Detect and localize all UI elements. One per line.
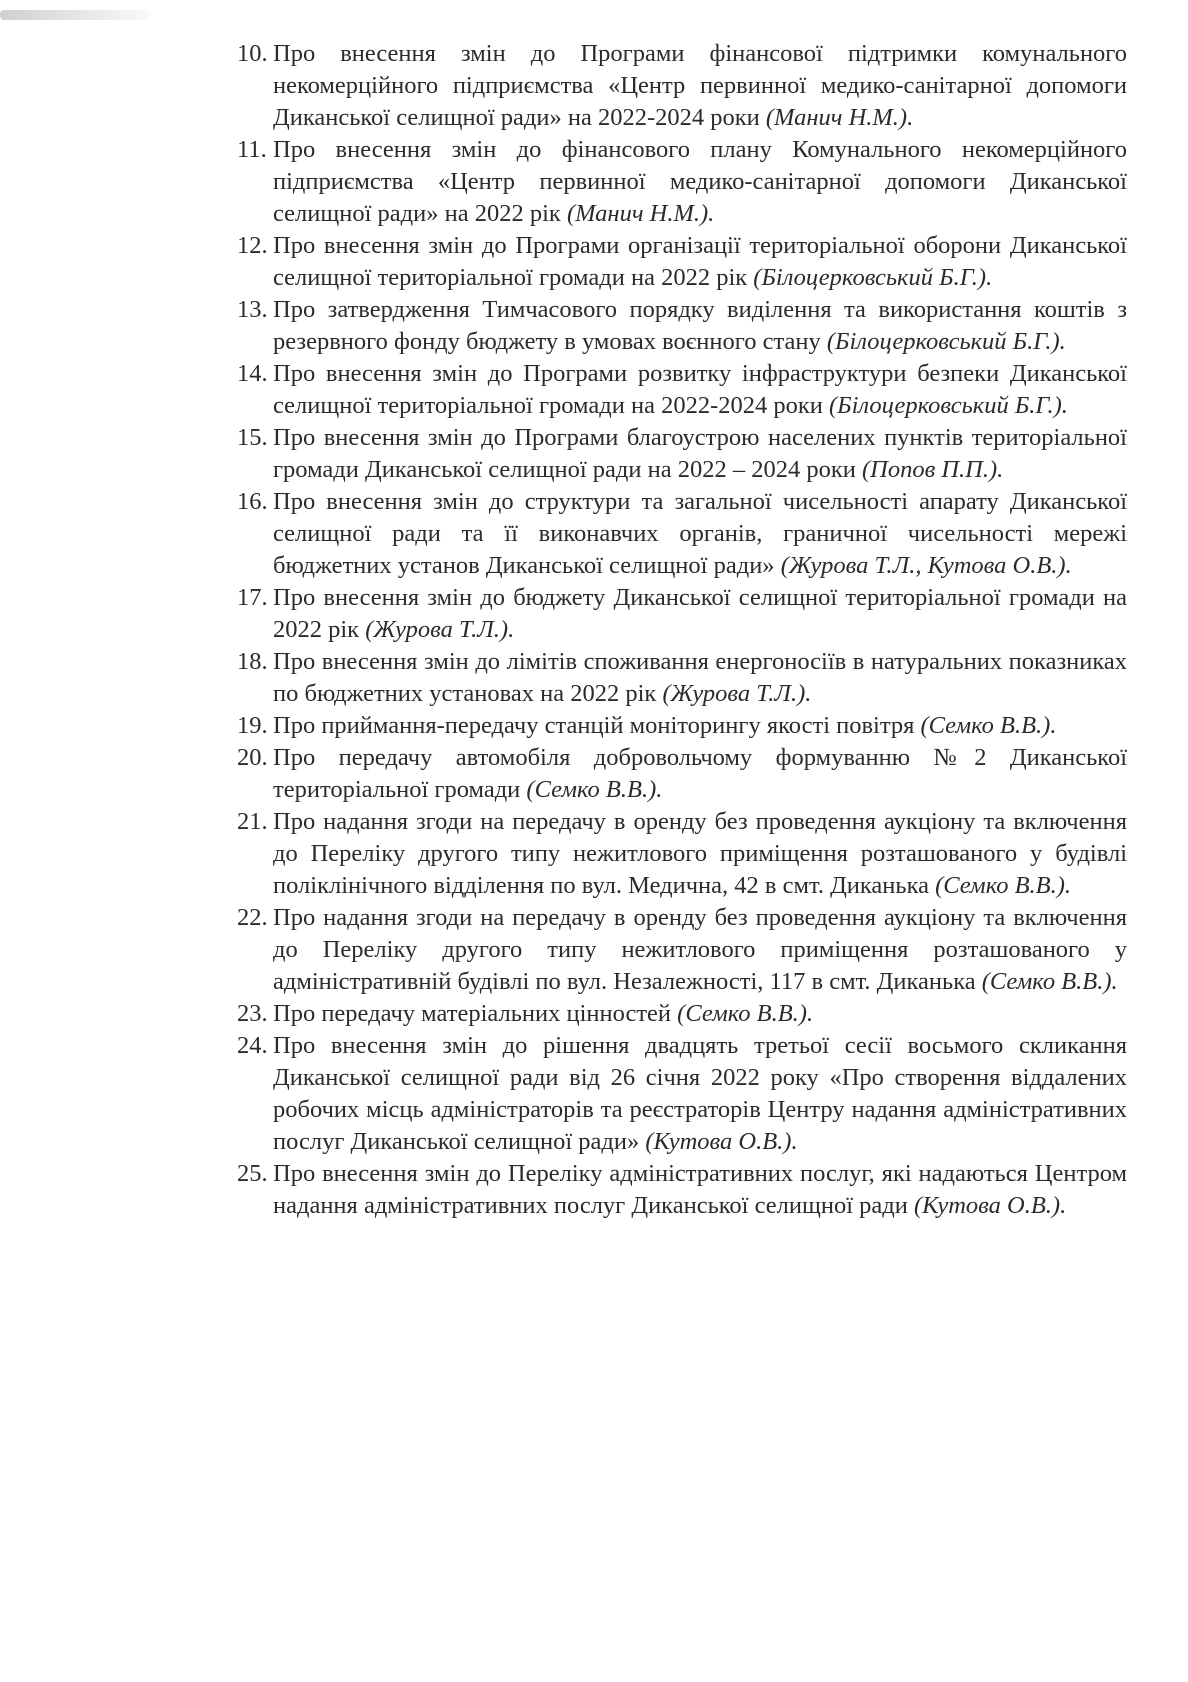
- item-number: 13.: [237, 296, 268, 323]
- item-number: 16.: [237, 488, 268, 515]
- item-speaker: (Семко В.В.).: [526, 776, 663, 803]
- item-text: Про надання згоди на передачу в оренду без проведення аукціону та включення до Переліку другого типу нежитлового приміщення розташованого у будівлі поліклінічного відділення по вул. Медична, 42 в смт. Диканька: [273, 808, 1127, 899]
- agenda-item-21: [237, 806, 1127, 902]
- item-text: Про внесення змін до Програми розвитку інфраструктури безпеки Диканської селищної територіальної громади на 2022-2024 роки: [273, 360, 1127, 419]
- item-speaker: (Манич Н.М.).: [765, 104, 914, 131]
- item-speaker: (Семко В.В.).: [981, 968, 1118, 995]
- document-page: [237, 38, 1127, 1222]
- agenda-item-10: [237, 38, 1127, 134]
- agenda-item-20: [237, 742, 1127, 806]
- item-text: Про приймання-передачу станцій моніторингу якості повітря: [273, 712, 915, 739]
- item-text: Про передачу матеріальних цінностей: [273, 1000, 672, 1027]
- agenda-item-24: [237, 1030, 1127, 1158]
- agenda-item-22: [237, 902, 1127, 998]
- item-number: 18.: [237, 648, 268, 675]
- item-number: 19.: [237, 712, 268, 739]
- item-number: 20.: [237, 744, 268, 771]
- scan-edge-mark: [0, 10, 150, 20]
- agenda-item-11: [237, 134, 1127, 230]
- item-text: Про внесення змін до Програми благоустрою населених пунктів територіальної громади Диканської селищної ради на 2022 – 2024 роки: [273, 424, 1127, 483]
- item-text: Про внесення змін до Переліку адміністративних послуг, які надаються Центром надання адміністративних послуг Диканської селищної ради: [273, 1160, 1127, 1219]
- item-number: 24.: [237, 1032, 268, 1059]
- agenda-item-14: [237, 358, 1127, 422]
- item-text: Про внесення змін до фінансового плану Комунального некомерційного підприємства «Центр первинної медико-санітарної допомоги Диканської селищної ради» на 2022 рік: [273, 136, 1127, 227]
- agenda-item-18: [237, 646, 1127, 710]
- item-text: Про внесення змін до Програми фінансової підтримки комунального некомерційного підприємства «Центр первинної медико-санітарної допомоги Диканської селищної ради» на 2022-2024 роки: [273, 40, 1127, 131]
- item-speaker: (Журова Т.Л.).: [662, 680, 812, 707]
- item-speaker: (Журова Т.Л., Кутова О.В.).: [780, 552, 1072, 579]
- item-speaker: (Кутова О.В.).: [645, 1128, 798, 1155]
- item-text: Про внесення змін до Програми організації територіальної оборони Диканської селищної територіальної громади на 2022 рік: [273, 232, 1127, 291]
- agenda-item-25: [237, 1158, 1127, 1222]
- item-speaker: (Семко В.В.).: [920, 712, 1057, 739]
- item-text: Про внесення змін до структури та загальної чисельності апарату Диканської селищної ради та її виконавчих органів, граничної чисельності мережі бюджетних установ Диканської селищної ради»: [273, 488, 1127, 579]
- item-number: 22.: [237, 904, 268, 931]
- agenda-item-13: [237, 294, 1127, 358]
- item-speaker: (Журова Т.Л.).: [365, 616, 515, 643]
- item-number: 23.: [237, 1000, 268, 1027]
- agenda-item-16: [237, 486, 1127, 582]
- item-number: 14.: [237, 360, 268, 387]
- agenda-list: [237, 38, 1127, 1222]
- item-number: 12.: [237, 232, 268, 259]
- item-number: 17.: [237, 584, 268, 611]
- item-speaker: (Попов П.П.).: [861, 456, 1004, 483]
- agenda-item-17: [237, 582, 1127, 646]
- item-text: Про внесення змін до рішення двадцять третьої сесії восьмого скликання Диканської селищної ради від 26 січня 2022 року «Про створення віддалених робочих місць адміністраторів та реєстраторів Центру надання адміністративних послуг Диканської селищної ради»: [273, 1032, 1127, 1155]
- item-text: Про внесення змін до бюджету Диканської селищної територіальної громади на 2022 рік: [273, 584, 1127, 643]
- agenda-item-19: [237, 710, 1127, 742]
- agenda-item-15: [237, 422, 1127, 486]
- item-number: 11.: [237, 136, 267, 163]
- item-speaker: (Білоцерковський Б.Г.).: [829, 392, 1068, 419]
- agenda-item-12: [237, 230, 1127, 294]
- item-speaker: (Білоцерковський Б.Г.).: [826, 328, 1066, 355]
- item-text: Про внесення змін до лімітів споживання енергоносіїв в натуральних показниках по бюджетних установах на 2022 рік: [273, 648, 1127, 707]
- item-number: 15.: [237, 424, 268, 451]
- item-speaker: (Семко В.В.).: [677, 1000, 814, 1027]
- item-speaker: (Кутова О.В.).: [913, 1192, 1067, 1219]
- item-speaker: (Семко В.В.).: [935, 872, 1072, 899]
- item-text: Про надання згоди на передачу в оренду без проведення аукціону та включення до Переліку другого типу нежитлового приміщення розташованого у адміністративній будівлі по вул. Незалежності, 117 в смт. Диканька: [273, 904, 1127, 995]
- item-speaker: (Манич Н.М.).: [566, 200, 715, 227]
- item-text: Про передачу автомобіля добровольчому формуванню №2 Диканської територіальної громади: [273, 744, 1127, 803]
- item-speaker: (Білоцерковський Б.Г.).: [753, 264, 993, 291]
- item-number: 10.: [237, 40, 268, 67]
- item-text: Про затвердження Тимчасового порядку виділення та використання коштів з резервного фонду бюджету в умовах воєнного стану: [273, 296, 1127, 355]
- item-number: 25.: [237, 1160, 268, 1187]
- agenda-item-23: [237, 998, 1127, 1030]
- item-number: 21.: [237, 808, 268, 835]
